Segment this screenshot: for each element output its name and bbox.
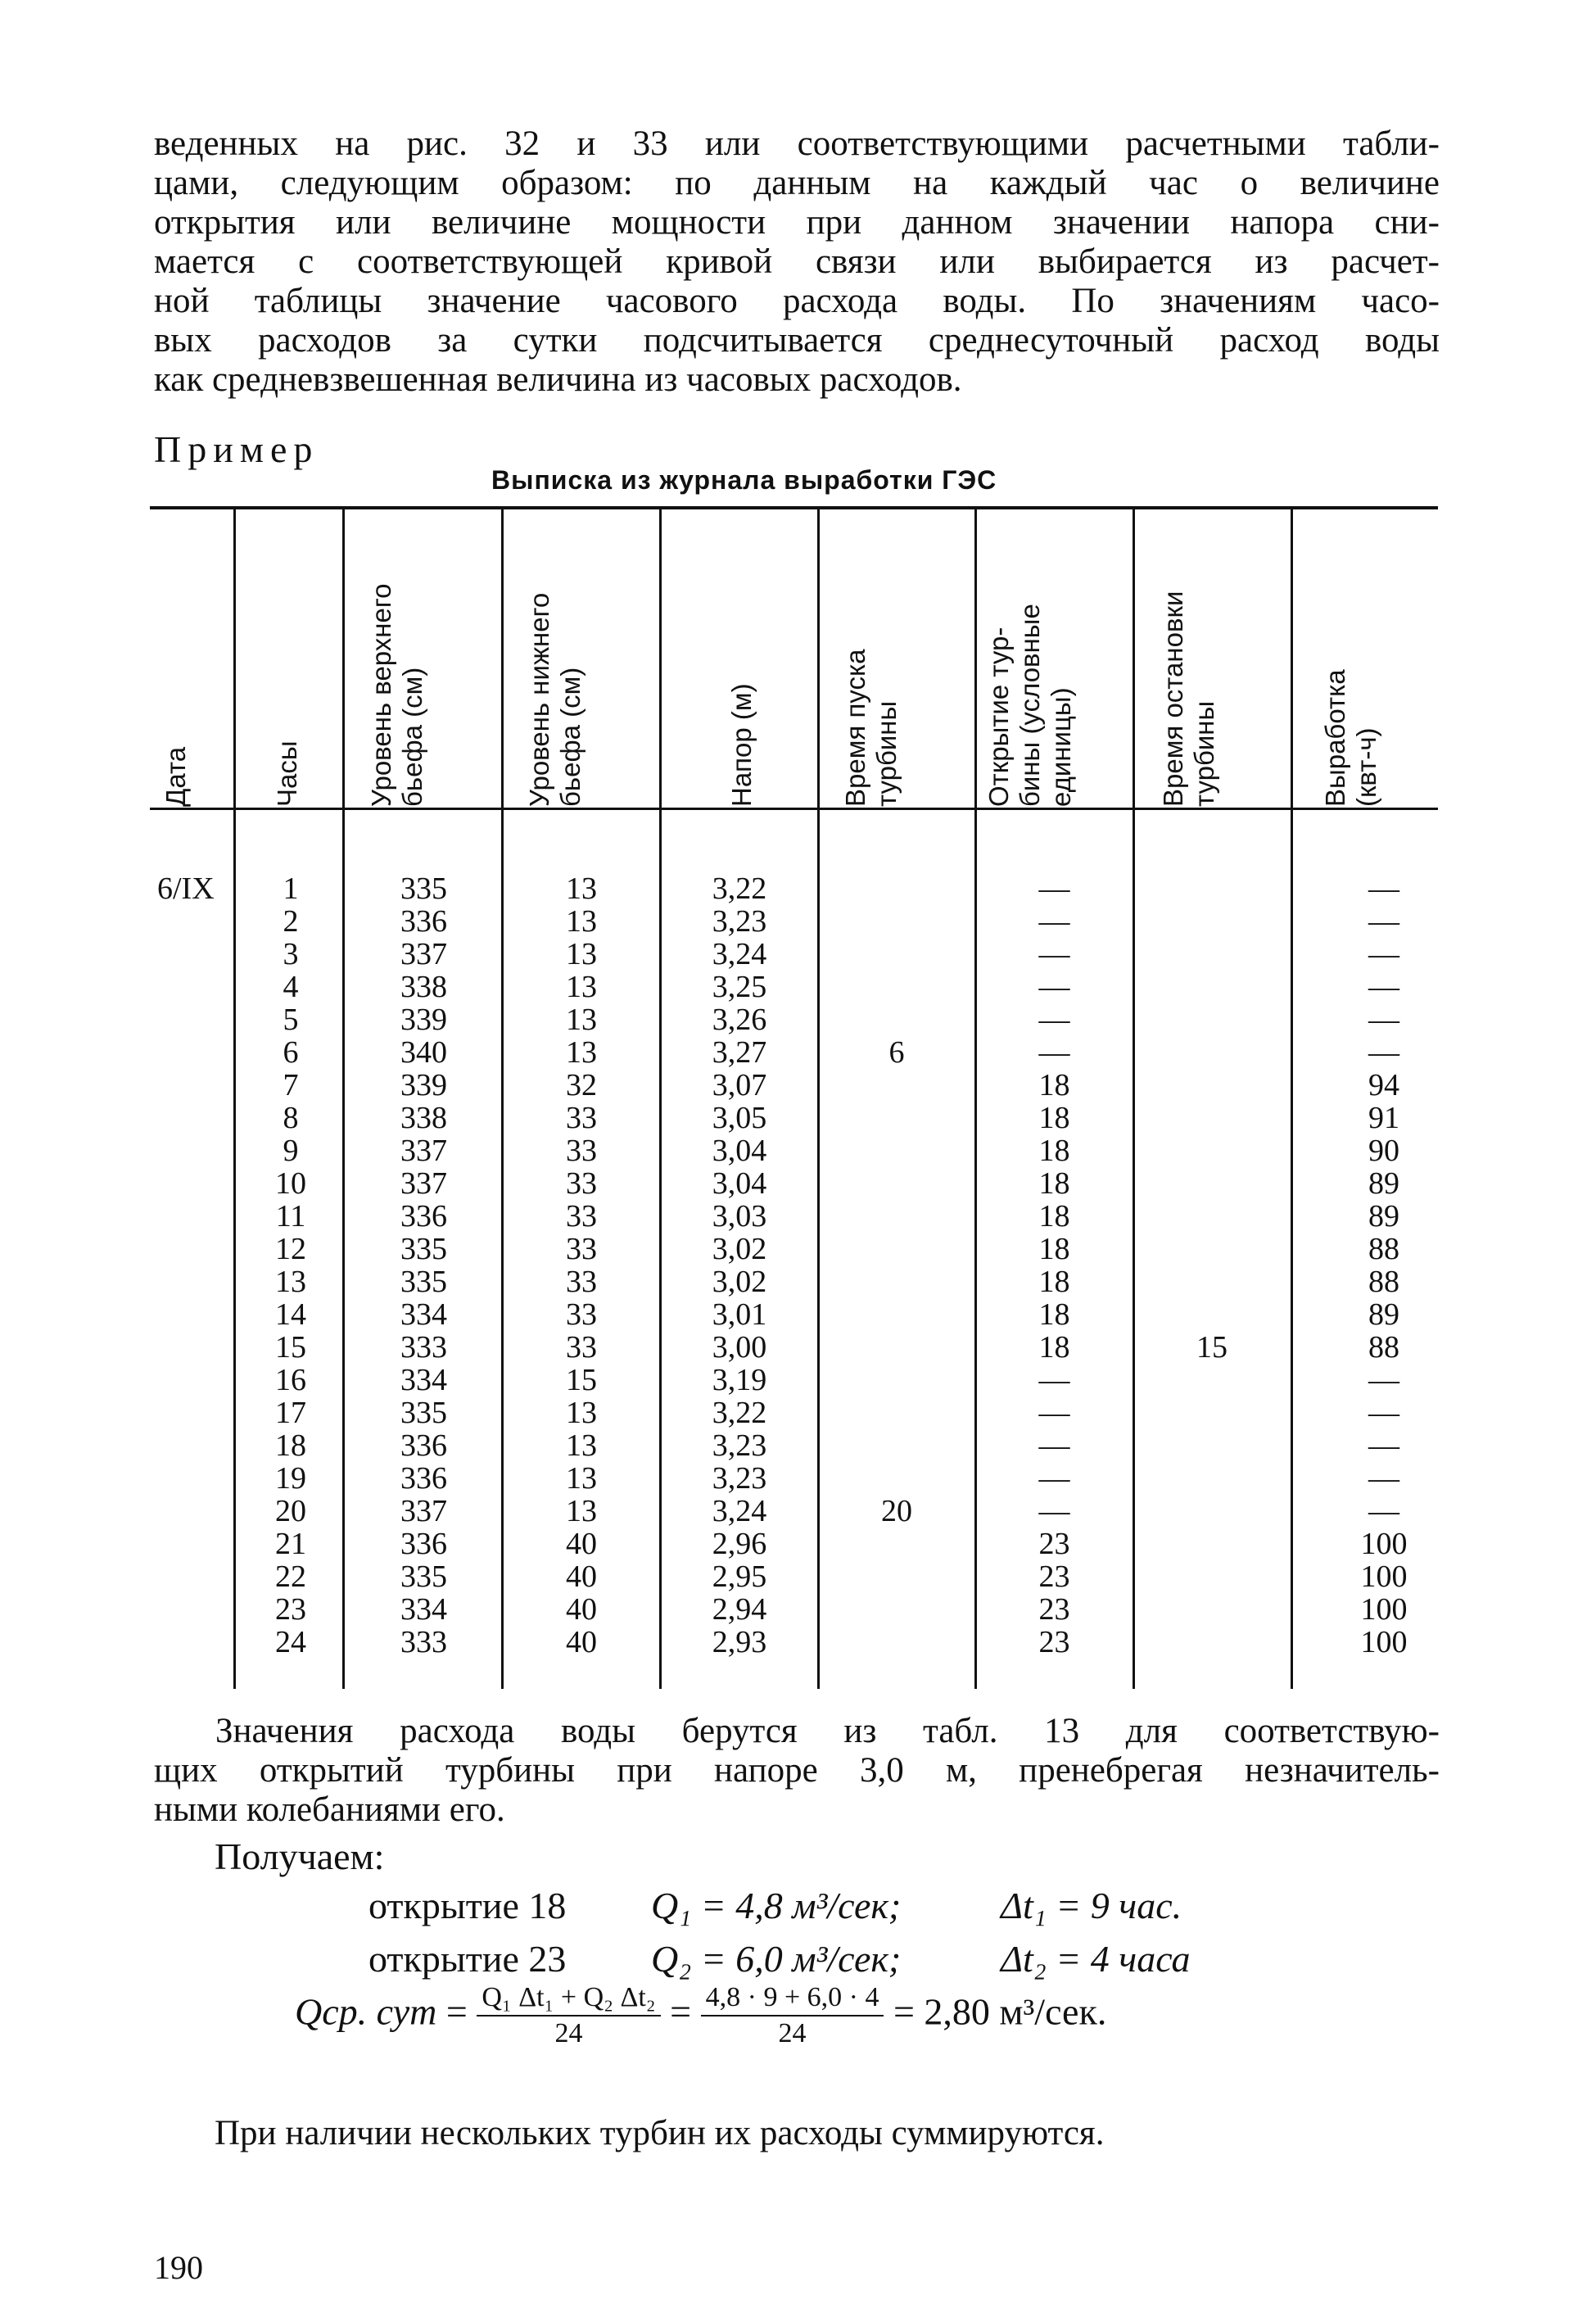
lower-level-cell: 33 bbox=[566, 1265, 597, 1299]
lower-level-cell: 33 bbox=[566, 1101, 597, 1135]
opening-cell: — bbox=[1038, 937, 1070, 971]
upper-level-cell: 338 bbox=[400, 1101, 447, 1135]
opening2-duration: Δt₂ = 4 часа bbox=[1001, 1938, 1191, 1980]
opening-cell: — bbox=[1038, 1428, 1070, 1463]
page-number: 190 bbox=[154, 2249, 203, 2286]
after-line: ными колебаниями его. bbox=[154, 1790, 505, 1829]
stop-time-cell: 15 bbox=[1196, 1330, 1228, 1365]
head-cell: 3,22 bbox=[712, 871, 767, 906]
opening-column bbox=[983, 872, 1126, 1659]
intro-line: мается с соответствующей кривой связи или выбирается из расчет- bbox=[154, 242, 1440, 281]
lower-level-cell: 13 bbox=[566, 970, 597, 1004]
head-cell: 2,96 bbox=[712, 1527, 767, 1561]
opening-cell: 18 bbox=[1038, 1232, 1070, 1266]
output-cell: 88 bbox=[1368, 1265, 1399, 1299]
upper-level-cell: 334 bbox=[400, 1297, 447, 1332]
upper-level-cell: 335 bbox=[400, 1559, 447, 1594]
output-cell: 90 bbox=[1368, 1134, 1399, 1168]
upper-level-cell: 336 bbox=[400, 904, 447, 939]
hour-cell: 4 bbox=[283, 970, 299, 1004]
output-cell: — bbox=[1368, 970, 1399, 1004]
column-separator bbox=[659, 509, 662, 1689]
lower-level-cell: 33 bbox=[566, 1166, 597, 1201]
opening1-flow: Q₁ = 4,8 м³/сек; bbox=[651, 1885, 902, 1926]
final-line: При наличии нескольких турбин их расходы суммируются. bbox=[215, 2114, 1105, 2152]
opening1-label: открытие 18 bbox=[368, 1885, 567, 1926]
hour-cell: 5 bbox=[283, 1003, 299, 1037]
output-cell: 94 bbox=[1368, 1068, 1399, 1102]
output-cell: 89 bbox=[1368, 1297, 1399, 1332]
after-line: Значения расхода воды берутся из табл. 13 для соответствую- bbox=[215, 1712, 1440, 1750]
head-cell: 3,24 bbox=[712, 937, 767, 971]
lower-level-cell: 13 bbox=[566, 1428, 597, 1463]
intro-line: цами, следующим образом: по данным на каждый час о величине bbox=[154, 164, 1440, 202]
upper-level-cell: 336 bbox=[400, 1428, 447, 1463]
output-cell: — bbox=[1368, 1003, 1399, 1037]
lower-level-column bbox=[512, 872, 651, 1659]
lower-level-cell: 40 bbox=[566, 1527, 597, 1561]
lower-level-cell: 32 bbox=[566, 1068, 597, 1102]
opening1-duration: Δt₁ = 9 час. bbox=[1001, 1885, 1182, 1926]
head-cell: 3,23 bbox=[712, 904, 767, 939]
hour-cell: 7 bbox=[283, 1068, 299, 1102]
column-separator bbox=[817, 509, 820, 1689]
output-cell: — bbox=[1368, 1461, 1399, 1496]
upper-level-cell: 336 bbox=[400, 1199, 447, 1233]
output-cell: — bbox=[1368, 937, 1399, 971]
start-time-cell: 6 bbox=[888, 1035, 905, 1070]
upper-level-cell: 337 bbox=[400, 1494, 447, 1528]
hour-cell: 6 bbox=[283, 1035, 299, 1070]
lower-level-cell: 33 bbox=[566, 1297, 597, 1332]
lower-level-cell: 40 bbox=[566, 1625, 597, 1659]
hour-cell: 19 bbox=[275, 1461, 306, 1496]
formula-result: = 2,80 м³/сек. bbox=[893, 1990, 1107, 2033]
head-cell: 3,25 bbox=[712, 970, 767, 1004]
upper-level-cell: 335 bbox=[400, 871, 447, 906]
after-table-paragraph bbox=[154, 1712, 1440, 1830]
lower-level-cell: 13 bbox=[566, 1461, 597, 1496]
hour-cell: 16 bbox=[275, 1363, 306, 1397]
upper-level-cell: 339 bbox=[400, 1003, 447, 1037]
mean-flow-formula: Qср. сут = $\frac{\text{Q₁ Δt₁ + Q₂ Δt₂}}{24}$ = $\frac{4,8 \cdot 9 + 6,0 \cdot 4}{24}$ = 2,80 м³/сек. bbox=[295, 1982, 1107, 2048]
opening2-flow: Q₂ = 6,0 м³/сек; bbox=[651, 1938, 902, 1980]
head-cell: 2,95 bbox=[712, 1559, 767, 1594]
upper-level-cell: 335 bbox=[400, 1232, 447, 1266]
lower-level-cell: 40 bbox=[566, 1592, 597, 1627]
output-cell: 100 bbox=[1360, 1592, 1408, 1627]
head-cell: 3,26 bbox=[712, 1003, 767, 1037]
intro-line: открытия или величине мощности при данном значении напора сни- bbox=[154, 203, 1440, 242]
opening-cell: 18 bbox=[1038, 1101, 1070, 1135]
upper-level-cell: 337 bbox=[400, 1134, 447, 1168]
lower-level-cell: 33 bbox=[566, 1199, 597, 1233]
lower-level-cell: 13 bbox=[566, 1035, 597, 1070]
hour-cell: 15 bbox=[275, 1330, 306, 1365]
formula-fraction-symbolic: $\frac{\text{Q₁ Δt₁ + Q₂ Δt₂}}{24}$ bbox=[477, 1982, 660, 2049]
output-cell: — bbox=[1368, 1035, 1399, 1070]
hour-cell: 21 bbox=[275, 1527, 306, 1561]
hour-cell: 10 bbox=[275, 1166, 306, 1201]
hour-cell: 13 bbox=[275, 1265, 306, 1299]
head-cell: 3,24 bbox=[712, 1494, 767, 1528]
head-cell: 3,00 bbox=[712, 1330, 767, 1365]
output-cell: — bbox=[1368, 1494, 1399, 1528]
head-cell: 3,02 bbox=[712, 1232, 767, 1266]
opening-cell: — bbox=[1038, 871, 1070, 906]
table-title: Выписка из журнала выработки ГЭС bbox=[491, 465, 997, 495]
hour-cell: 23 bbox=[275, 1592, 306, 1627]
hour-cell: 8 bbox=[283, 1101, 299, 1135]
hour-cell: 2 bbox=[283, 904, 299, 939]
lower-level-cell: 15 bbox=[566, 1363, 597, 1397]
column-separator bbox=[1133, 509, 1135, 1689]
hour-cell: 9 bbox=[283, 1134, 299, 1168]
output-cell: 100 bbox=[1360, 1559, 1408, 1594]
output-cell: — bbox=[1368, 904, 1399, 939]
opening-cell: 18 bbox=[1038, 1297, 1070, 1332]
hour-cell: 20 bbox=[275, 1494, 306, 1528]
head-cell: 3,03 bbox=[712, 1199, 767, 1233]
upper-level-cell: 335 bbox=[400, 1265, 447, 1299]
hour-cell: 12 bbox=[275, 1232, 306, 1266]
output-cell: 91 bbox=[1368, 1101, 1399, 1135]
head-cell: 3,04 bbox=[712, 1166, 767, 1201]
intro-line: ной таблицы значение часового расхода воды. По значениям часо- bbox=[154, 282, 1440, 320]
hour-cell: 14 bbox=[275, 1297, 306, 1332]
intro-line: веденных на рис. 32 и 33 или соответствующими расчетными табли- bbox=[154, 124, 1440, 163]
date-cell: 6/IX bbox=[157, 871, 215, 906]
opening-cell: 18 bbox=[1038, 1134, 1070, 1168]
output-cell: 88 bbox=[1368, 1330, 1399, 1365]
column-separator bbox=[233, 509, 236, 1689]
upper-level-cell: 340 bbox=[400, 1035, 447, 1070]
output-cell: 100 bbox=[1360, 1625, 1408, 1659]
upper-level-cell: 336 bbox=[400, 1461, 447, 1496]
opening-cell: 23 bbox=[1038, 1592, 1070, 1627]
opening-cell: 18 bbox=[1038, 1166, 1070, 1201]
output-cell: — bbox=[1368, 1396, 1399, 1430]
upper-level-cell: 336 bbox=[400, 1527, 447, 1561]
output-cell: — bbox=[1368, 1363, 1399, 1397]
opening-cell: 23 bbox=[1038, 1559, 1070, 1594]
hours-column bbox=[246, 872, 336, 1659]
hour-cell: 11 bbox=[275, 1199, 306, 1233]
hour-cell: 17 bbox=[275, 1396, 306, 1430]
obtain-label: Получаем: bbox=[215, 1835, 385, 1877]
head-cell: 3,05 bbox=[712, 1101, 767, 1135]
after-line: щих открытий турбины при напоре 3,0 м, пренебрегая незначитель- bbox=[154, 1751, 1440, 1790]
head-cell: 2,93 bbox=[712, 1625, 767, 1659]
opening-cell: 18 bbox=[1038, 1330, 1070, 1365]
opening-cell: 18 bbox=[1038, 1265, 1070, 1299]
intro-line: как средневзвешенная величина из часовых расходов. bbox=[154, 360, 962, 399]
head-cell: 2,94 bbox=[712, 1592, 767, 1627]
upper-level-cell: 335 bbox=[400, 1396, 447, 1430]
intro-line: вых расходов за сутки подсчитывается среднесуточный расход воды bbox=[154, 321, 1440, 360]
example-label: Пример bbox=[154, 428, 319, 470]
hour-cell: 1 bbox=[283, 871, 299, 906]
head-cell: 3,19 bbox=[712, 1363, 767, 1397]
opening-cell: 23 bbox=[1038, 1625, 1070, 1659]
lower-level-cell: 13 bbox=[566, 904, 597, 939]
opening-cell: — bbox=[1038, 1396, 1070, 1430]
column-separator bbox=[974, 509, 977, 1689]
head-cell: 3,02 bbox=[712, 1265, 767, 1299]
column-separator bbox=[1291, 509, 1293, 1689]
lower-level-cell: 33 bbox=[566, 1232, 597, 1266]
column-separator bbox=[501, 509, 504, 1689]
head-cell: 3,07 bbox=[712, 1068, 767, 1102]
lower-level-cell: 40 bbox=[566, 1559, 597, 1594]
opening-cell: 23 bbox=[1038, 1527, 1070, 1561]
opening-cell: 18 bbox=[1038, 1199, 1070, 1233]
head-cell: 3,22 bbox=[712, 1396, 767, 1430]
upper-level-column bbox=[352, 872, 495, 1659]
lower-level-cell: 33 bbox=[566, 1134, 597, 1168]
lower-level-cell: 13 bbox=[566, 871, 597, 906]
head-cell: 3,27 bbox=[712, 1035, 767, 1070]
head-cell: 3,23 bbox=[712, 1428, 767, 1463]
head-cell: 3,23 bbox=[712, 1461, 767, 1496]
hour-cell: 3 bbox=[283, 937, 299, 971]
hour-cell: 18 bbox=[275, 1428, 306, 1463]
upper-level-cell: 338 bbox=[400, 970, 447, 1004]
formula-lhs: Qср. сут bbox=[295, 1990, 437, 2033]
formula-fraction-numeric: $\frac{4,8 \cdot 9 + 6,0 \cdot 4}{24}$ bbox=[701, 1982, 884, 2049]
document-page: веденных на рис. 32 и 33 или соответствующими расчетными табли- цами, следующим образом: по данным на каждый час о величине открытия или величине мощности при данном значении напора сни- мается с соответствующей кривой связи или выбирается из расчет- ной таблицы значение часового расхода воды. По значениям часо- вых расходов за сутки подсчитывается среднесуточный расход воды как средневзвешенная величина из часовых расходов. Пример Выписка из журнала выработки ГЭС Дата Часы Уровень верхнего бьефа (см) Уровень нижнего бьефа (см) Напор (м) Время пуска турбины Открытие тур- бины (условные единицы) Время остановки турбины Выработка (квт-ч) 6/IX 1 2 3 4 5 6 7 8 9 10 11 12 13 14 15 16 17 18 19 20 21 22 23 24 335 336 337 338 339 340 339 338 337 337 336 335 335 334 333 334 335 336 336 337 336 335 334 333 13 13 13 13 13 13 32 33 33 33 33 33 33 33 33 15 13 13 13 13 40 40 40 40 3,22 3,23 3,24 3,25 3,26 3,27 3,07 3,05 3,04 3,04 3,03 3,02 3,02 3,01 3,00 3,19 3,22 3,23 3,23 3,24 2,96 2,95 2,94 2,93 — — — — — — 18 18 18 18 18 18 18 18 18 — — — — — 23 23 23 23 — — — — — — 94 91 90 89 89 88 88 89 88 — — — — — 100 100 100 100 6 20 15 Значения расхода воды берутся из табл. 13 для соответствую- щих открытий турбины при напоре 3,0 м, пренебрегая незначитель- ными колебаниями его. Получаем: открытие 18 Q₁ = 4,8 м³/сек; Δt₁ = 9 час. открытие 23 Q₂ = 6,0 м³/сек; Δt₂ = 4 часа Qср. сут = $\frac{\text{Q₁ Δt₁ + Q₂ Δt₂}}{24}$ = $\frac{4,8 \cdot 9 + 6,0 \cdot 4}{24}$ = 2,80 м³/сек. При наличии нескольких турбин их расходы суммируются. 190 bbox=[0, 0, 1596, 2322]
output-cell: — bbox=[1368, 871, 1399, 906]
lower-level-cell: 13 bbox=[566, 937, 597, 971]
head-column bbox=[670, 872, 809, 1659]
intro-paragraph bbox=[154, 124, 1440, 400]
opening-cell: — bbox=[1038, 1461, 1070, 1496]
upper-level-cell: 337 bbox=[400, 937, 447, 971]
opening-cell: — bbox=[1038, 1003, 1070, 1037]
upper-level-cell: 334 bbox=[400, 1363, 447, 1397]
start-time-cell: 20 bbox=[881, 1494, 912, 1528]
opening-cell: — bbox=[1038, 904, 1070, 939]
head-cell: 3,01 bbox=[712, 1297, 767, 1332]
opening-cell: — bbox=[1038, 1035, 1070, 1070]
output-cell: — bbox=[1368, 1428, 1399, 1463]
lower-level-cell: 33 bbox=[566, 1330, 597, 1365]
lower-level-cell: 13 bbox=[566, 1396, 597, 1430]
hour-cell: 22 bbox=[275, 1559, 306, 1594]
upper-level-cell: 337 bbox=[400, 1166, 447, 1201]
upper-level-cell: 339 bbox=[400, 1068, 447, 1102]
hour-cell: 24 bbox=[275, 1625, 306, 1659]
opening-cell: — bbox=[1038, 1494, 1070, 1528]
opening2-label: открытие 23 bbox=[368, 1938, 567, 1980]
lower-level-cell: 13 bbox=[566, 1003, 597, 1037]
output-cell: 100 bbox=[1360, 1527, 1408, 1561]
output-column bbox=[1302, 872, 1466, 1659]
head-cell: 3,04 bbox=[712, 1134, 767, 1168]
upper-level-cell: 334 bbox=[400, 1592, 447, 1627]
output-cell: 88 bbox=[1368, 1232, 1399, 1266]
opening-cell: — bbox=[1038, 970, 1070, 1004]
opening-cell: — bbox=[1038, 1363, 1070, 1397]
upper-level-cell: 333 bbox=[400, 1330, 447, 1365]
column-separator bbox=[342, 509, 345, 1689]
lower-level-cell: 13 bbox=[566, 1494, 597, 1528]
output-cell: 89 bbox=[1368, 1199, 1399, 1233]
output-cell: 89 bbox=[1368, 1166, 1399, 1201]
upper-level-cell: 333 bbox=[400, 1625, 447, 1659]
opening-cell: 18 bbox=[1038, 1068, 1070, 1102]
